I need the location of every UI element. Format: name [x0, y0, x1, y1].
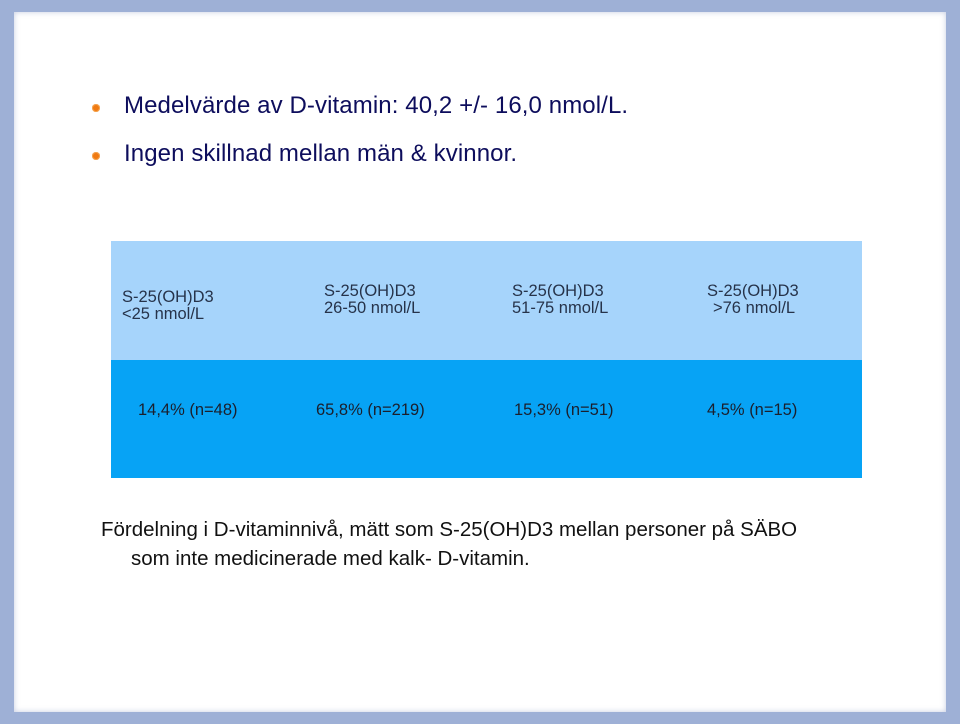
- caption-line2: som inte medicinerade med kalk- D-vitamin.: [131, 547, 530, 570]
- table-value-cell: 65,8% (n=219): [316, 401, 425, 419]
- bullet-text: Medelvärde av D-vitamin: 40,2 +/- 16,0 nmol/L.: [124, 92, 629, 119]
- table-caption: [101, 515, 797, 573]
- table-header-cell: [122, 289, 214, 323]
- table-value-cell: 14,4% (n=48): [138, 401, 238, 419]
- header-line2: 51-75 nmol/L: [512, 299, 609, 317]
- bullet-text: Ingen skillnad mellan män & kvinnor.: [124, 140, 518, 167]
- header-line2: >76 nmol/L: [713, 299, 796, 317]
- table-value-cell: 4,5% (n=15): [707, 401, 798, 419]
- header-line1: S-25(OH)D3: [324, 282, 416, 300]
- header-line2: <25 nmol/L: [122, 305, 205, 323]
- bullet-list: [96, 82, 628, 178]
- vitamin-d-table: [111, 241, 862, 478]
- header-line1: S-25(OH)D3: [122, 288, 214, 306]
- table-header-cell: [324, 283, 420, 317]
- header-line1: S-25(OH)D3: [707, 282, 799, 300]
- bullet-item-gender: [96, 130, 628, 178]
- bullet-dot-icon: [92, 152, 100, 160]
- table-header-cell: [707, 283, 799, 317]
- table-value-cell: 15,3% (n=51): [514, 401, 614, 419]
- bullet-dot-icon: [92, 104, 100, 112]
- header-line2: 26-50 nmol/L: [324, 299, 421, 317]
- bullet-item-mean: [96, 82, 628, 130]
- header-line1: S-25(OH)D3: [512, 282, 604, 300]
- table-header-cell: [512, 283, 608, 317]
- caption-line1: Fördelning i D-vitaminnivå, mätt som S-25(OH)D3 mellan personer på SÄBO: [101, 518, 798, 541]
